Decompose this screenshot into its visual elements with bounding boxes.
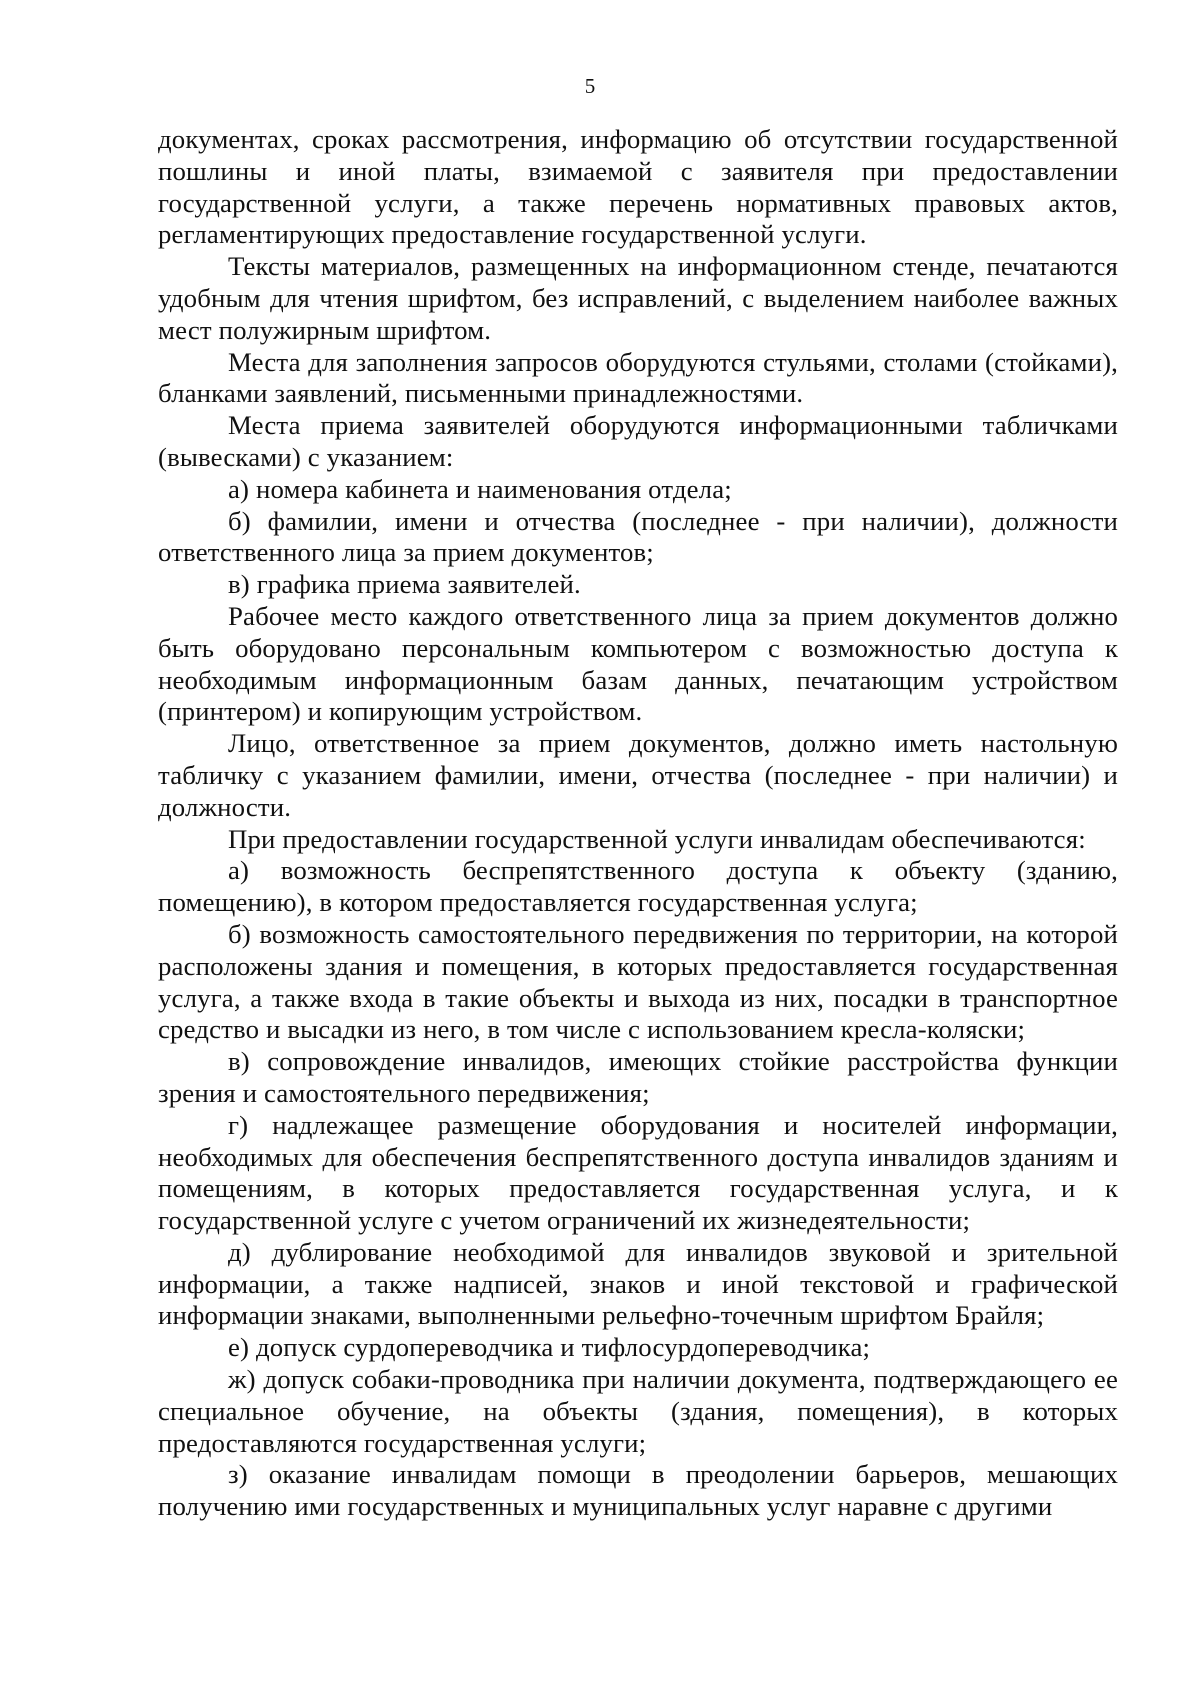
paragraph-stand-texts: Тексты материалов, размещенных на информационном стенде, печатаются удобным для чтения шрифтом, без исправлений, с выделением наиболее важных мест полужирным шрифтом. <box>158 251 1118 345</box>
list-item-a-cabinet: а) номера кабинета и наименования отдела; <box>228 473 732 504</box>
list-item-e-interpreter: е) допуск сурдопереводчика и тифлосурдопереводчика; <box>228 1332 871 1363</box>
list-item-z-assistance: з) оказание инвалидам помощи в преодолении барьеров, мешающих получению ими государственных и муниципальных услуг наравне с другими <box>158 1459 1118 1522</box>
paragraph-continuation: документах, сроках рассмотрения, информацию об отсутствии государственной пошлины и иной платы, взимаемой с заявителя при предоставлении государственной услуги, а также перечень нормативных правовых актов, регламентирующих предоставление государственной услуги. <box>158 124 1118 250</box>
list-item-a-access: а) возможность беспрепятственного доступа к объекту (зданию, помещению), в котором предоставляется государственная услуга; <box>158 855 1118 918</box>
paragraph-reception-places: Места приема заявителей оборудуются информационными табличками (вывесками) с указанием: <box>158 410 1118 472</box>
list-item-zh-guide-dog: ж) допуск собаки-проводника при наличии документа, подтверждающего ее специальное обучение, на объекты (здания, помещения), в которых предоставляются государственная услуги; <box>158 1364 1118 1458</box>
list-item-v-escort: в) сопровождение инвалидов, имеющих стойкие расстройства функции зрения и самостоятельного передвижения; <box>158 1046 1118 1108</box>
paragraph-desk-sign: Лицо, ответственное за прием документов, должно иметь настольную табличку с указанием фамилии, имени, отчества (последнее - при наличии) и должности. <box>158 728 1118 822</box>
list-item-v-schedule: в) графика приема заявителей. <box>228 569 581 600</box>
list-item-d-braille: д) дублирование необходимой для инвалидов звуковой и зрительной информации, а также надписей, знаков и иной текстовой и графической информации знаками, выполненными рельефно-точечным шрифтом Брайля; <box>158 1236 1118 1331</box>
document-body <box>158 124 1118 1523</box>
list-item-b-movement: б) возможность самостоятельного передвижения по территории, на которой расположены здания и помещения, в которых предоставляется государственная услуга, а также входа в такие объекты и выхода из них, посадки в транспортное средство и высадки из него, в том числе с использованием кресла-коляски; <box>158 918 1118 1045</box>
paragraph-request-places: Места для заполнения запросов оборудуются стульями, столами (стойками), бланками заявлений, письменными принадлежностями. <box>158 346 1118 409</box>
paragraph-workplace: Рабочее место каждого ответственного лица за прием документов должно быть оборудовано персональным компьютером с возможностью доступа к необходимым информационным базам данных, печатающим устройством (принтером) и копирующим устройством. <box>158 600 1118 727</box>
paragraph-disabled-intro: При предоставлении государственной услуги инвалидам обеспечиваются: <box>228 823 1086 854</box>
page-number: 5 <box>584 74 596 98</box>
list-item-b-name: б) фамилии, имени и отчества (последнее - при наличии), должности ответственного лица за прием документов; <box>158 505 1118 568</box>
list-item-g-equipment: г) надлежащее размещение оборудования и носителей информации, необходимых для обеспечения беспрепятственного доступа инвалидов зданиям и помещениям, в которых предоставляется государственная услуга, и к государственной услуге с учетом ограничений их жизнедеятельности; <box>158 1109 1118 1236</box>
